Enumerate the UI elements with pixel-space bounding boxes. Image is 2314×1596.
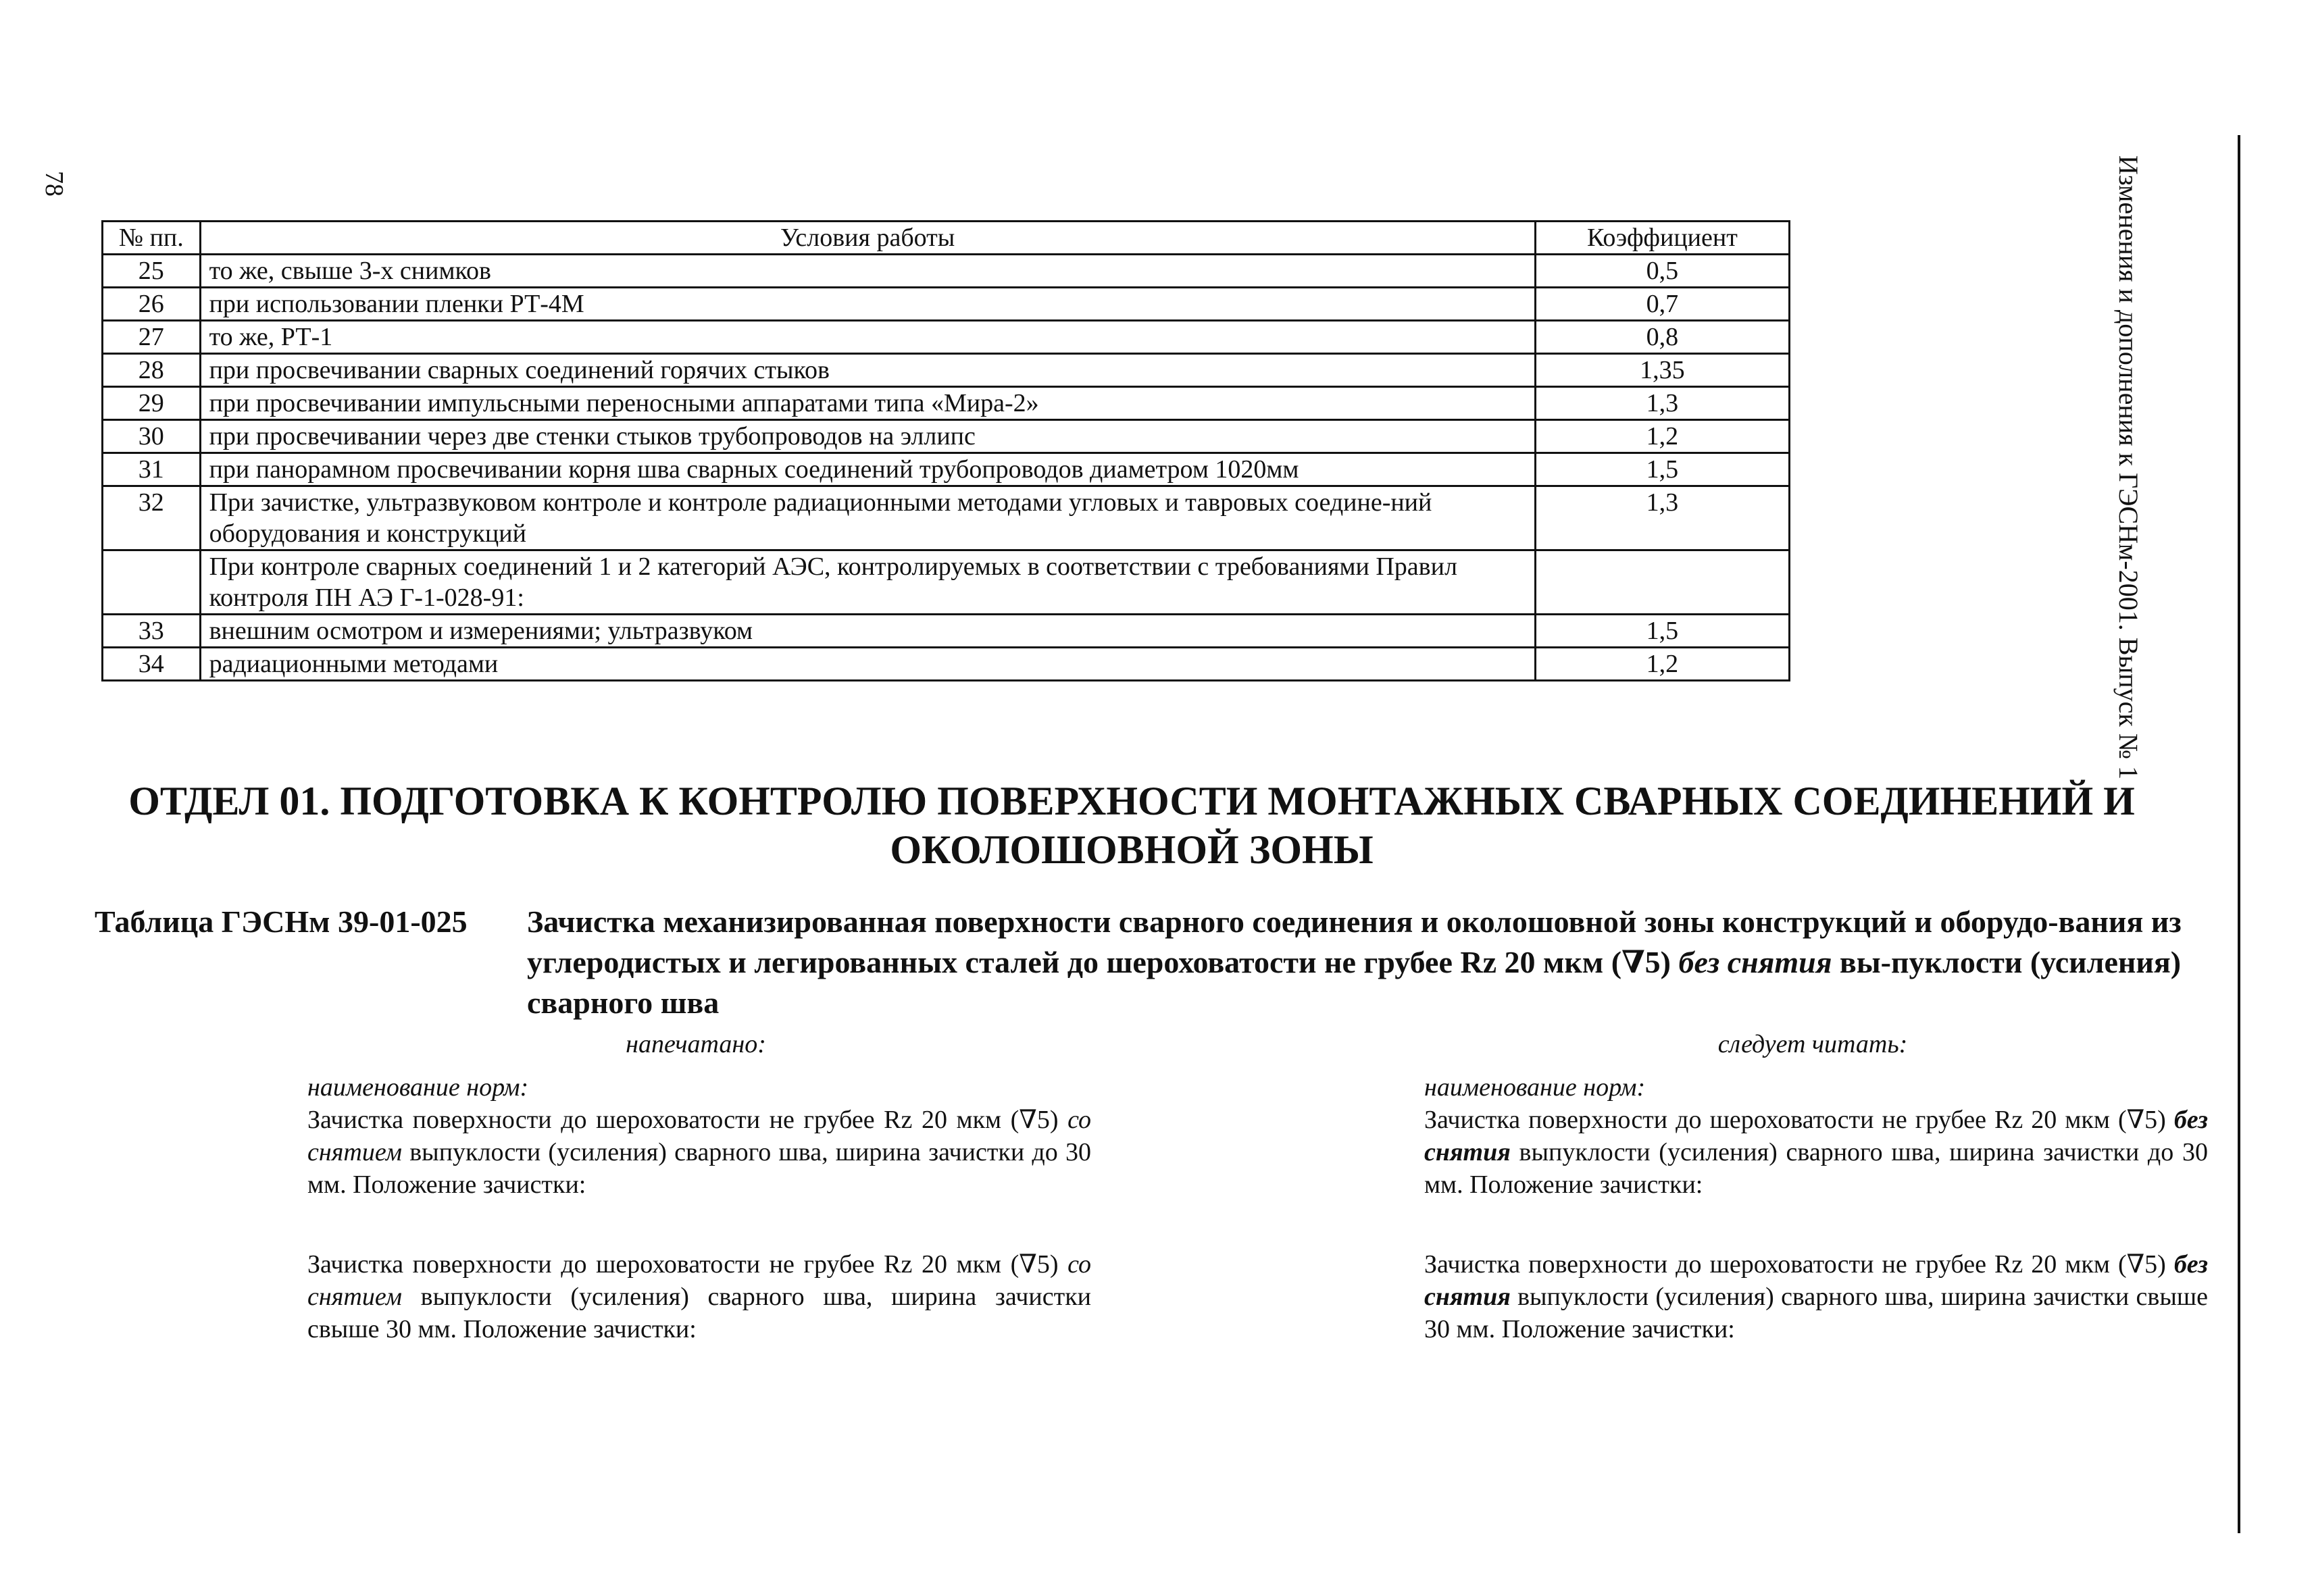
norms-label: наименование норм: bbox=[1424, 1073, 1646, 1102]
emphasis: без снятия bbox=[1424, 1106, 2208, 1166]
page-number: 78 bbox=[40, 171, 68, 197]
read-as-label: следует читать: bbox=[1717, 1030, 1908, 1058]
row-coefficient: 0,7 bbox=[1535, 288, 1789, 321]
row-condition: при использовании пленки РТ-4М bbox=[200, 288, 1535, 321]
row-num: 32 bbox=[103, 486, 201, 550]
text: Зачистка поверхности до шероховатости не грубее Rz 20 мкм (∇5) bbox=[1424, 1106, 2174, 1134]
norms-label: наименование норм: bbox=[307, 1073, 529, 1102]
read-as-paragraph-2 bbox=[1424, 1248, 2208, 1345]
row-coefficient: 1,3 bbox=[1535, 486, 1789, 550]
table-row bbox=[103, 615, 1790, 648]
row-coefficient: 1,5 bbox=[1535, 453, 1789, 486]
row-condition: При зачистке, ультразвуковом контроле и контроле радиационными методами угловых и тавровых соедине-ний оборудования и конструкций bbox=[200, 486, 1535, 550]
printed-paragraph-1 bbox=[307, 1104, 1091, 1201]
row-condition: внешним осмотром и измерениями; ультразвуком bbox=[200, 615, 1535, 648]
row-coefficient bbox=[1535, 550, 1789, 615]
read-as-paragraph-1 bbox=[1424, 1104, 2208, 1201]
emphasis: без снятия bbox=[1424, 1250, 2208, 1311]
table-row bbox=[103, 648, 1790, 681]
table-row bbox=[103, 354, 1790, 387]
table-row bbox=[103, 453, 1790, 486]
text: выпуклости (усиления) сварного шва, ширина зачистки до 30 мм. Положение зачистки: bbox=[307, 1138, 1091, 1199]
row-num: 30 bbox=[103, 420, 201, 453]
row-coefficient: 1,3 bbox=[1535, 387, 1789, 420]
table-row bbox=[103, 420, 1790, 453]
row-num: 31 bbox=[103, 453, 201, 486]
table-row bbox=[103, 486, 1790, 550]
table-title-part1: Зачистка механизированная поверхности сварного соединения и околошовной зоны конструкций и оборудо-вания из углеродистых и легированных сталей до шероховатости не грубее Rz 20 мкм (∇5) bbox=[527, 904, 2182, 979]
text: Зачистка поверхности до шероховатости не грубее Rz 20 мкм (∇5) bbox=[1424, 1250, 2174, 1279]
table-row bbox=[103, 255, 1790, 288]
row-num: 28 bbox=[103, 354, 201, 387]
row-num: 34 bbox=[103, 648, 201, 681]
header-num: № пп. bbox=[103, 222, 201, 255]
row-num: 33 bbox=[103, 615, 201, 648]
row-num bbox=[103, 550, 201, 615]
table-row bbox=[103, 288, 1790, 321]
row-num: 25 bbox=[103, 255, 201, 288]
row-num: 27 bbox=[103, 321, 201, 354]
read-as-column bbox=[1424, 1071, 2208, 1393]
table-row bbox=[103, 321, 1790, 354]
running-header: Изменения и дополнения к ГЭСНм-2001. Выпуск № 1 bbox=[2113, 155, 2144, 780]
row-condition: при просвечивании через две стенки стыков трубопроводов на эллипс bbox=[200, 420, 1535, 453]
text: Зачистка поверхности до шероховатости не грубее Rz 20 мкм (∇5) bbox=[307, 1106, 1068, 1134]
text: выпуклости (усиления) сварного шва, ширина зачистки свыше 30 мм. Положение зачистки: bbox=[1424, 1283, 2208, 1343]
row-num: 29 bbox=[103, 387, 201, 420]
row-coefficient: 0,8 bbox=[1535, 321, 1789, 354]
row-condition: то же, свыше 3-х снимков bbox=[200, 255, 1535, 288]
row-coefficient: 1,35 bbox=[1535, 354, 1789, 387]
table-row bbox=[103, 550, 1790, 615]
row-coefficient: 1,2 bbox=[1535, 648, 1789, 681]
table-header-row bbox=[103, 222, 1790, 255]
conditions-table bbox=[101, 220, 1790, 681]
emphasis: со снятием bbox=[307, 1250, 1091, 1311]
text: выпуклости (усиления) сварного шва, ширина зачистки свыше 30 мм. Положение зачистки: bbox=[307, 1283, 1091, 1343]
table-row bbox=[103, 387, 1790, 420]
row-condition: При контроле сварных соединений 1 и 2 категорий АЭС, контролируемых в соответствии с требованиями Правил контроля ПН АЭ Г-1-028-91: bbox=[200, 550, 1535, 615]
text: Зачистка поверхности до шероховатости не грубее Rz 20 мкм (∇5) bbox=[307, 1250, 1068, 1279]
table-caption bbox=[95, 902, 2189, 1023]
header-conditions: Условия работы bbox=[200, 222, 1535, 255]
row-condition: радиационными методами bbox=[200, 648, 1535, 681]
section-title: ОТДЕЛ 01. ПОДГОТОВКА К КОНТРОЛЮ ПОВЕРХНОСТИ МОНТАЖНЫХ СВАРНЫХ СОЕДИНЕНИЙ И ОКОЛОШОВНОЙ ЗОНЫ bbox=[128, 779, 2135, 872]
header-coefficient: Коэффициент bbox=[1535, 222, 1789, 255]
row-condition: то же, РТ-1 bbox=[200, 321, 1535, 354]
table-title-part2: вы-пуклости (усиления) сварного шва bbox=[527, 945, 2182, 1020]
row-condition: при панорамном просвечивании корня шва сварных соединений трубопроводов диаметром 1020мм bbox=[200, 453, 1535, 486]
row-coefficient: 0,5 bbox=[1535, 255, 1789, 288]
printed-label: напечатано: bbox=[626, 1030, 766, 1058]
header-rule bbox=[2238, 135, 2240, 1533]
printed-column bbox=[307, 1071, 1091, 1393]
emphasis: со снятием bbox=[307, 1106, 1091, 1166]
printed-paragraph-2 bbox=[307, 1248, 1091, 1345]
row-coefficient: 1,2 bbox=[1535, 420, 1789, 453]
row-condition: при просвечивании сварных соединений горячих стыков bbox=[200, 354, 1535, 387]
table-title bbox=[527, 902, 2189, 1023]
text: выпуклости (усиления) сварного шва, ширина зачистки до 30 мм. Положение зачистки: bbox=[1424, 1138, 2208, 1199]
row-num: 26 bbox=[103, 288, 201, 321]
row-condition: при просвечивании импульсными переносными аппаратами типа «Мира-2» bbox=[200, 387, 1535, 420]
row-coefficient: 1,5 bbox=[1535, 615, 1789, 648]
table-code: Таблица ГЭСНм 39-01-025 bbox=[95, 904, 468, 939]
table-title-emphasis: без снятия bbox=[1678, 945, 1832, 979]
